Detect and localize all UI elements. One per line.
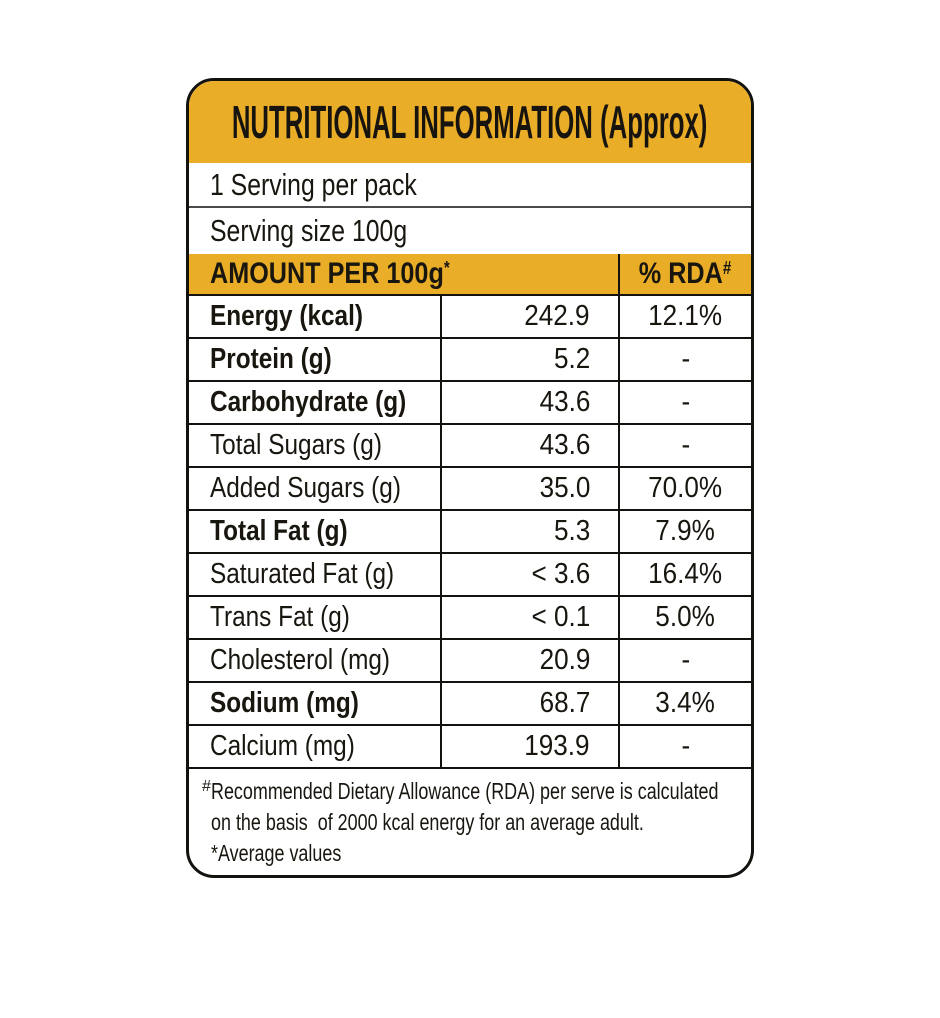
nutrient-rda-cell	[618, 511, 751, 552]
nutrient-label: Carbohydrate (g)	[210, 386, 407, 418]
nutrient-value: < 3.6	[531, 558, 590, 590]
nutrient-value: 35.0	[539, 472, 590, 504]
nutrient-rda-cell	[618, 296, 751, 337]
nutrient-value-cell	[440, 640, 618, 681]
nutrient-rda-cell	[618, 640, 751, 681]
nutrient-rda: -	[681, 644, 690, 676]
nutrient-value-cell	[440, 339, 618, 380]
amount-header-row	[189, 254, 751, 294]
nutrient-value: 193.9	[524, 730, 590, 762]
table-row	[189, 423, 751, 466]
nutrient-label: Cholesterol (mg)	[210, 644, 391, 676]
title-band	[189, 81, 751, 163]
nutrient-rda: 5.0%	[655, 601, 716, 633]
amount-per-100g-header	[189, 254, 618, 294]
nutrient-rda: -	[681, 343, 690, 375]
nutrient-value: 5.3	[553, 515, 590, 547]
nutrient-label: Saturated Fat (g)	[210, 558, 395, 590]
average-values-text: *Average values	[211, 840, 342, 866]
nutrition-label-box	[186, 78, 754, 878]
rda-footnote-line1	[202, 776, 735, 807]
nutrient-label: Calcium (mg)	[210, 730, 355, 762]
nutrient-value: 43.6	[539, 429, 590, 461]
nutrition-title: NUTRITIONAL INFORMATION (Approx)	[232, 96, 708, 148]
nutrient-rda: -	[681, 429, 690, 461]
footnotes	[189, 767, 751, 875]
nutrient-value: 68.7	[539, 687, 590, 719]
nutrient-label-cell	[189, 511, 440, 552]
nutrient-rda: 16.4%	[648, 558, 723, 590]
rda-footnote-line2	[211, 807, 735, 838]
nutrient-label-cell	[189, 468, 440, 509]
rda-header-label: % RDA	[639, 257, 724, 290]
nutrient-label: Sodium (mg)	[210, 687, 359, 719]
nutrient-label-cell	[189, 296, 440, 337]
nutrient-value-cell	[440, 468, 618, 509]
asterisk-superscript: *	[443, 258, 450, 278]
nutrient-label: Energy (kcal)	[210, 300, 363, 332]
table-row	[189, 337, 751, 380]
nutrient-label-cell	[189, 726, 440, 767]
nutrient-rda-cell	[618, 554, 751, 595]
nutrient-label: Total Fat (g)	[210, 515, 348, 547]
nutrient-rda: 3.4%	[655, 687, 716, 719]
nutrient-value-cell	[440, 382, 618, 423]
nutrient-value-cell	[440, 296, 618, 337]
nutrient-label-cell	[189, 554, 440, 595]
nutrient-label-cell	[189, 640, 440, 681]
nutrient-value-cell	[440, 597, 618, 638]
nutrient-label-cell	[189, 339, 440, 380]
nutrient-value: 20.9	[539, 644, 590, 676]
nutrient-label-cell	[189, 382, 440, 423]
nutrient-rda-cell	[618, 339, 751, 380]
table-row	[189, 466, 751, 509]
nutrient-value: 242.9	[524, 300, 590, 332]
serving-per-pack-row	[189, 163, 751, 208]
nutrient-rda: -	[681, 386, 690, 418]
nutrient-rda: -	[681, 730, 690, 762]
table-row	[189, 595, 751, 638]
rda-header	[618, 254, 751, 294]
nutrient-rda: 12.1%	[648, 300, 723, 332]
nutrient-value-cell	[440, 425, 618, 466]
nutrient-label: Protein (g)	[210, 343, 332, 375]
nutrient-label: Added Sugars (g)	[210, 472, 401, 504]
nutrient-value: 5.2	[553, 343, 590, 375]
table-row	[189, 294, 751, 337]
nutrient-rda-cell	[618, 382, 751, 423]
rda-footnote-text1: Recommended Dietary Allowance (RDA) per serve is calculated	[211, 778, 719, 804]
serving-per-pack-label: 1 Serving per pack	[210, 166, 417, 202]
serving-size-label: Serving size 100g	[210, 213, 408, 248]
nutrient-label: Total Sugars (g)	[210, 429, 382, 461]
amount-per-label: AMOUNT PER 100g	[210, 257, 444, 290]
serving-size-row	[189, 208, 751, 254]
nutrient-value: 43.6	[539, 386, 590, 418]
hash-footnote-mark: #	[202, 778, 211, 795]
rda-footnote-text2: on the basis of 2000 kcal energy for an average adult.	[211, 809, 644, 835]
table-row	[189, 638, 751, 681]
nutrient-value-cell	[440, 726, 618, 767]
nutrient-rda-cell	[618, 597, 751, 638]
table-row	[189, 509, 751, 552]
nutrient-value-cell	[440, 683, 618, 724]
nutrient-value-cell	[440, 554, 618, 595]
average-values-footnote	[211, 838, 735, 869]
hash-superscript: #	[723, 258, 732, 278]
nutrient-rda: 7.9%	[655, 515, 716, 547]
table-row	[189, 380, 751, 423]
table-row	[189, 681, 751, 724]
nutrient-rda-cell	[618, 683, 751, 724]
table-row	[189, 552, 751, 595]
nutrient-label: Trans Fat (g)	[210, 601, 350, 633]
nutrient-value: < 0.1	[531, 601, 590, 633]
nutrient-rda-cell	[618, 425, 751, 466]
table-row	[189, 724, 751, 767]
nutrient-rows-container	[189, 294, 751, 767]
nutrient-rda-cell	[618, 726, 751, 767]
nutrient-label-cell	[189, 683, 440, 724]
nutrient-label-cell	[189, 597, 440, 638]
nutrient-label-cell	[189, 425, 440, 466]
nutrient-rda-cell	[618, 468, 751, 509]
nutrient-value-cell	[440, 511, 618, 552]
nutrient-rda: 70.0%	[648, 472, 723, 504]
